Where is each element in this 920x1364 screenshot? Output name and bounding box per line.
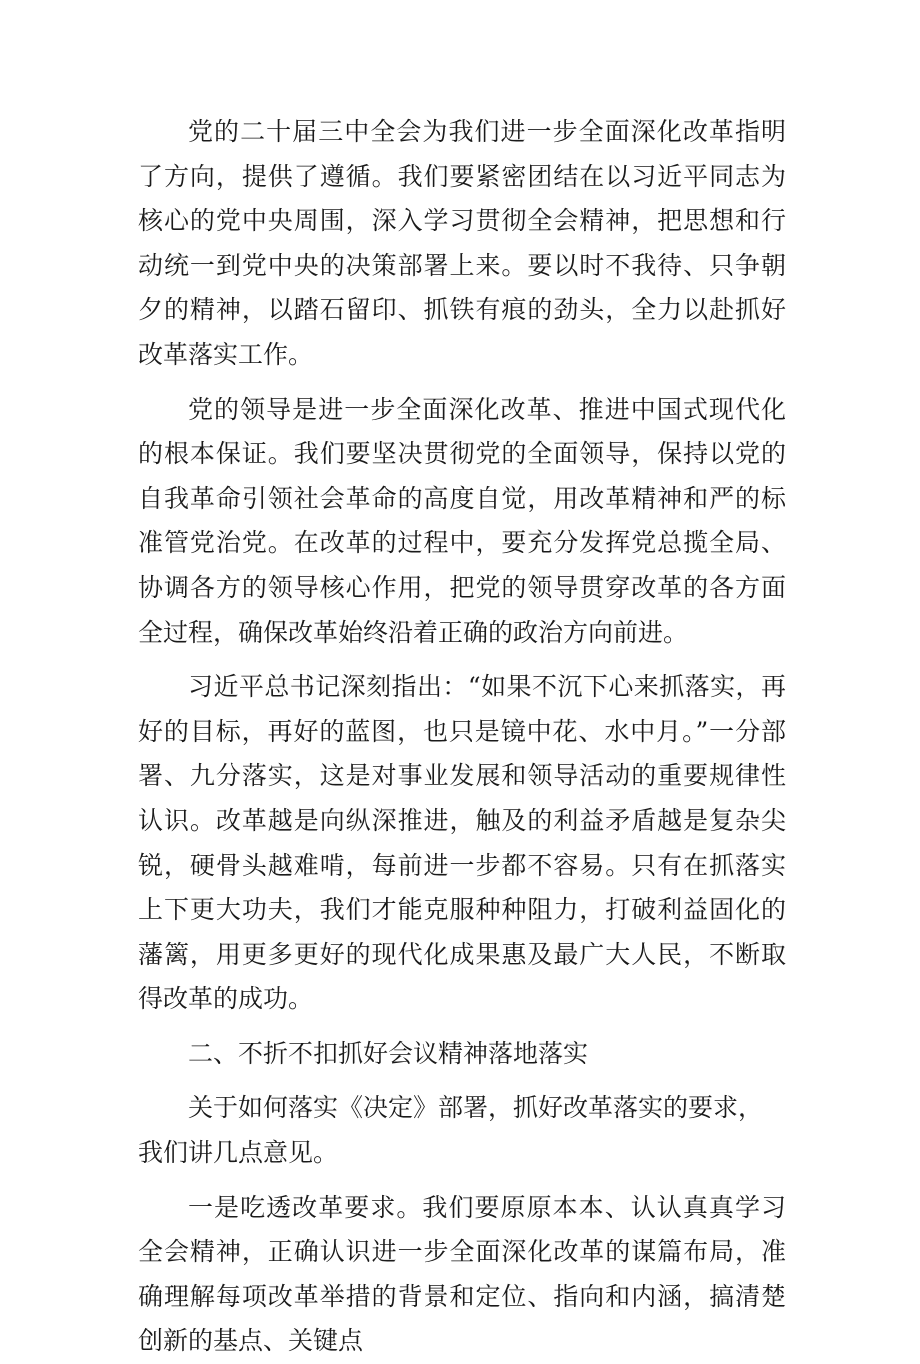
intro-line-2: 我们讲几点意见。 — [138, 1138, 339, 1168]
paragraph-2: 党的领导是进一步全面深化改革、推进中国式现代化的根本保证。我们要坚决贯彻党的全面领导，保持以党的自我革命引领社会革命的高度自觉，用改革精神和严的标准管党治党。在改革的过程中，要充分发挥党总揽全局、协调各方的领导核心作用，把党的领导贯穿改革的各方面全过程，确保改革始终沿着正确的政治方向前进。 — [138, 394, 786, 647]
intro-paragraph — [138, 1086, 786, 1175]
paragraph-last: 一是吃透改革要求。我们要原原本本、认认真真学习全会精神，正确认识进一步全面深化改革的谋篇布局，准确理解每项改革举措的背景和定位、指向和内涵，搞清楚创新的基点、关键点 — [138, 1192, 786, 1356]
paragraph-3: 习近平总书记深刻指出：“如果不沉下心来抓落实，再好的目标，再好的蓝图，也只是镜中花、水中月。”一分部署、九分落实，这是对事业发展和领导活动的重要规律性认识。改革越是向纵深推进，触及的利益矛盾越是复杂尖锐，硬骨头越难啃，每前进一步都不容易。只有在抓落实上下更大功夫，我们才能克服种种阻力，打破利益固化的藩篱，用更多更好的现代化成果惠及最广大人民，不断取得改革的成功。 — [138, 672, 786, 1014]
intro-line-1: 关于如何落实《决定》部署，抓好改革落实的要求， — [188, 1093, 764, 1123]
paragraph-1: 党的二十届三中全会为我们进一步全面深化改革指明了方向，提供了遵循。我们要紧密团结在以习近平同志为核心的党中央周围，深入学习贯彻全会精神，把思想和行动统一到党中央的决策部署上来。要以时不我待、只争朝夕的精神，以踏石留印、抓铁有痕的劲头，全力以赴抓好改革落实工作。 — [138, 117, 786, 369]
document-body — [138, 110, 786, 1364]
section-heading: 二、不折不扣抓好会议精神落地落实 — [188, 1038, 589, 1068]
